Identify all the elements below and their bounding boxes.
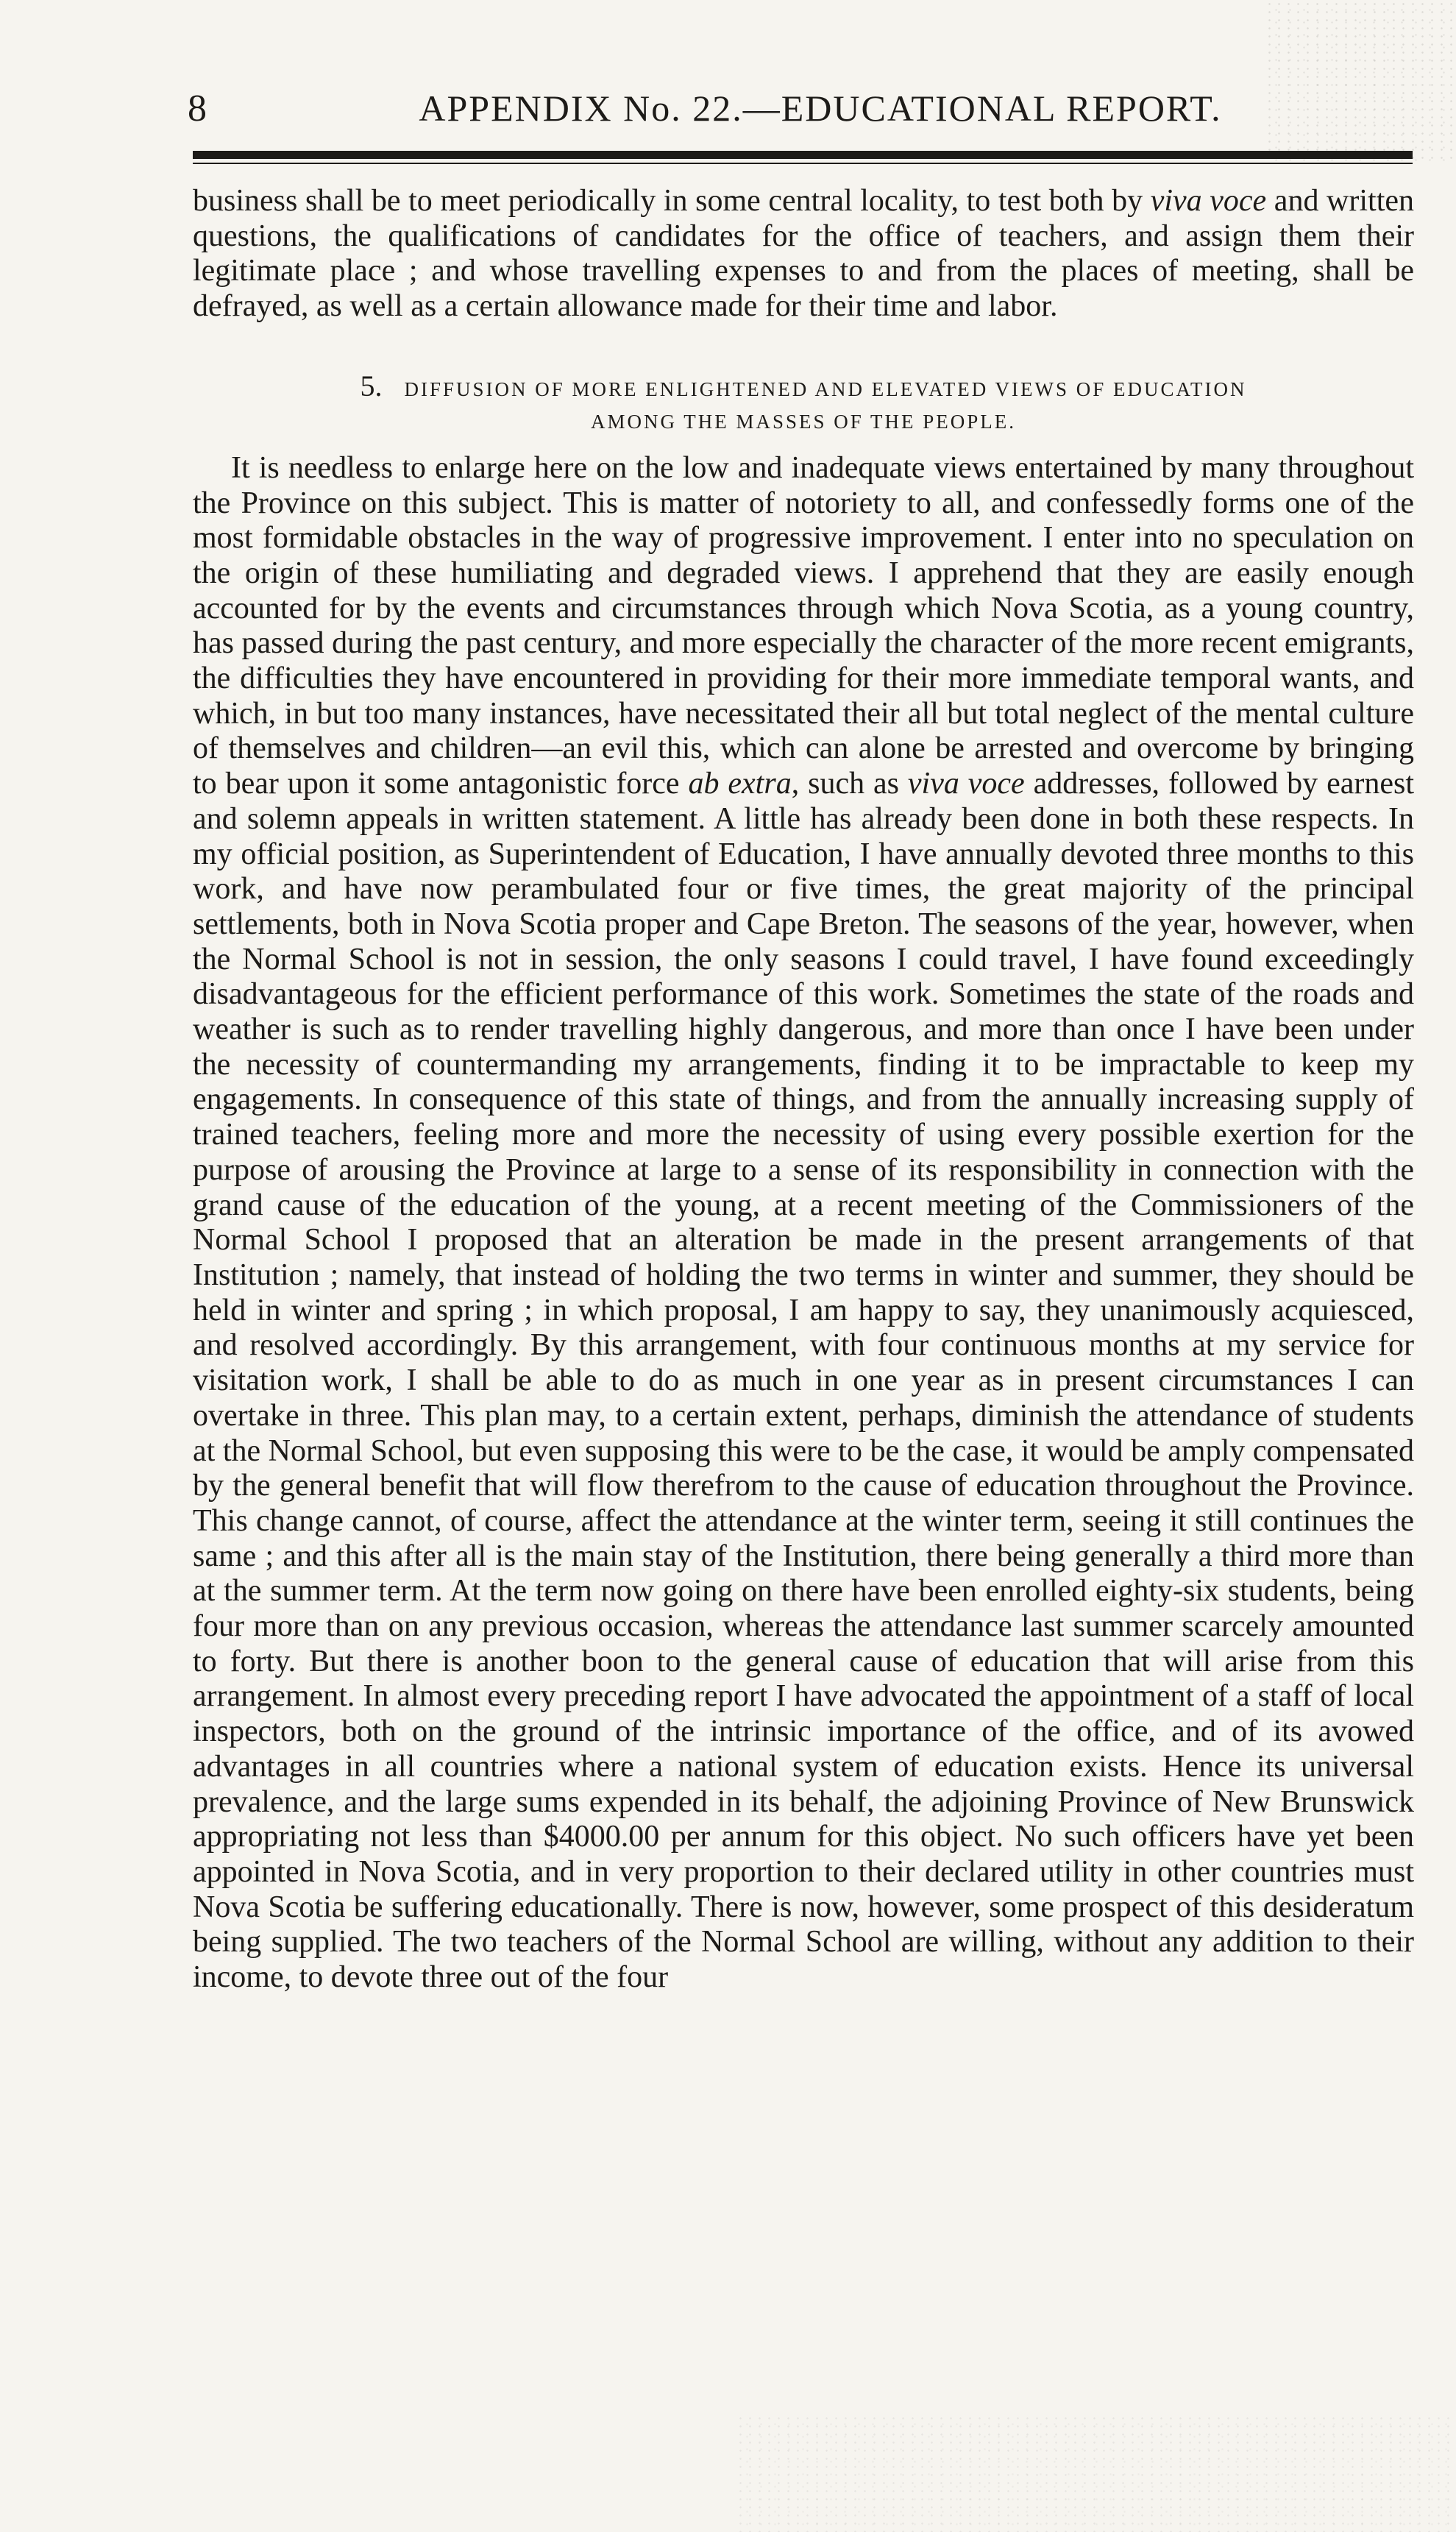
header-rule-thin (193, 163, 1413, 164)
running-title: APPENDIX No. 22.—EDUCATIONAL REPORT. (419, 88, 1222, 129)
section-heading (193, 370, 1414, 438)
main-text-3: addresses, followed by earnest and solemn appeals in written statement. A little has already been done in both these respects. In my official position, as Superintendent of Education, I have annually devoted three months to this work, and have now perambulated four or five times, the great majority of the principal settlements, both in Nova Scotia proper and Cape Breton. The seasons of the year, however, when the Normal School is not in session, the only seasons I could travel, I have found exceedingly disadvantageous for the efficient performance of this work. Sometimes the state of the roads and weather is such as to render travelling highly dangerous, and more than once I have been under the necessity of countermanding my arrangements, finding it to be impractable to keep my engagements. In consequence of this state of things, and from the annually increasing supply of trained teachers, feeling more and more the necessity of using every possible exertion for the purpose of arousing the Province at large to a sense of its responsibility in connection with the grand cause of the education of the young, at a recent meeting of the Commissioners of the Normal School I proposed that an alteration be made in the present arrangements of that Institution ; namely, that instead of holding the two terms in winter and summer, they should be held in winter and spring ; in which proposal, I am happy to say, they unanimously acquiesced, and resolved accordingly. By this arrangement, with four continuous months at my service for visitation work, I shall be able to do as much in one year as in present circumstances I can overtake in three. This plan may, to a certain extent, perhaps, diminish the attendance of students at the Normal School, but even supposing this were to be the case, it would be amply compensated by the general benefit that will flow therefrom to the cause of education throughout the Province. This change cannot, of course, affect the attendance at the winter term, seeing it still continues the same ; and this after all is the main stay of the Institution, there being generally a third more than at the summer term. At the term now going on there have been enrolled eighty-six students, being four more than on any previous occasion, whereas the attendance last summer scarcely amounted to forty. But there is another boon to the general cause of education that will arise from this arrangement. In almost every preceding report I have advocated the appointment of a staff of local inspectors, both on the ground of the intrinsic importance of the office, and of its avowed advantages in all countries where a national system of education exists. Hence its universal prevalence, and the large sums expended in its behalf, the adjoining Province of New Brunswick appropriating not less than $4000.00 per annum for this object. No such officers have yet been appointed in Nova Scotia, and in very proportion to their declared utility in other countries must Nova Scotia be suffering educationally. There is now, however, some prospect of this desideratum being supplied. The two teachers of the Normal School are willing, without any addition to their income, to devote three out of the four (193, 767, 1414, 1995)
section-heading-line-1: DIFFUSION OF MORE ENLIGHTENED AND ELEVATED VIEWS OF EDUCATION (404, 377, 1247, 400)
body-text (193, 184, 1414, 1996)
running-header (188, 87, 1409, 146)
continuation-paragraph (193, 184, 1414, 325)
main-text-1: It is needless to enlarge here on the low and inadequate views entertained by many throughout the Province on this subject. This is matter of notoriety to all, and confessedly forms one of the most formidable obstacles in the way of progressive improvement. I enter into no speculation on the origin of these humiliating and degraded views. I apprehend that they are easily enough accounted for by the events and circumstances through which Nova Scotia, as a young country, has passed during the past century, and more especially the character of the more recent emigrants, the difficulties they have encountered in providing for their more immediate temporal wants, and which, in but too many instances, have necessitated their all but total neglect of the mental culture of themselves and children—an evil this, which can alone be arrested and overcome by bringing to bear upon it some antagonistic force (193, 450, 1414, 801)
section-heading-line-2: AMONG THE MASSES OF THE PEOPLE. (590, 410, 1017, 433)
continuation-viva-voce: viva voce (1150, 184, 1267, 218)
main-ab-extra: ab extra (688, 767, 792, 801)
main-paragraph (193, 451, 1414, 1996)
main-text-2: , such as (791, 767, 908, 801)
section-number: 5. (360, 369, 383, 403)
main-viva-voce: viva voce (907, 767, 1025, 801)
header-rule-thick (193, 151, 1413, 159)
page-number: 8 (188, 88, 207, 130)
scan-noise-bottom (736, 2414, 1456, 2532)
continuation-text-2: and written questions, the qualifications of candidates for the office of teachers, and assign them their legitimate place ; and whose travelling expenses to and from the places of meeting, shall be defrayed, as well as a certain allowance made for their time and labor. (193, 184, 1415, 324)
continuation-text-1: business shall be to meet periodically in some central locality, to test both by (193, 184, 1151, 218)
